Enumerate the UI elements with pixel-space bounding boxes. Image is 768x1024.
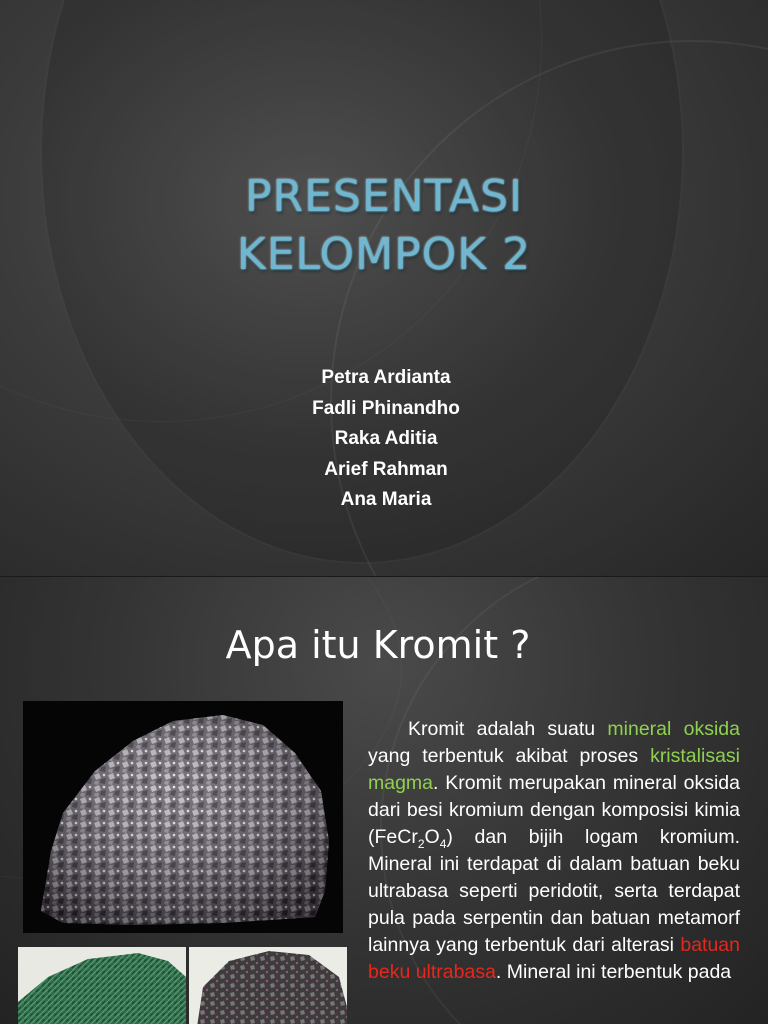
text-run: ) dan bijih logam kromium. Mineral ini terdapat di dalam batuan beku ultrabasa seperti peridotit, serta terdapat pula pada serpentin dan batuan metamorf lainnya yang terbentuk dari alterasi [368,826,740,956]
text-run: O [424,826,440,848]
author-name: Raka Aditia [334,428,438,449]
chromite-sample-photo-green [18,947,186,1024]
subscript: 4 [439,836,447,851]
author-name: Fadli Phinandho [312,397,460,419]
author-name: Ana Maria [340,489,432,510]
link-batuan-beku-ultrabasa[interactable]: batuan beku ultrabasa [368,934,740,983]
chromite-sample-photo-dark [189,947,347,1024]
title-line: KELOMPOK 2 [236,229,532,280]
author-list [0,363,768,516]
text-run: yang terbentuk akibat proses [368,745,651,767]
dark-rock-image [189,947,347,1024]
text-run: Kromit adalah suatu [408,718,608,740]
subscript: 2 [417,836,425,851]
text-run: . Kromit merupakan mineral oksida dari besi kromium dengan komposisi kimia (FeCr [368,772,740,848]
link-mineral-oksida[interactable]: mineral oksida [607,718,740,740]
chromite-photo [23,701,343,933]
link-kristalisasi-magma[interactable]: kristalisasi magma [368,745,740,794]
kromit-description [368,716,740,986]
chromite-rock-image [23,701,343,933]
title-line: PRESENTASI [244,171,524,222]
author-name: Arief Rahman [324,458,448,480]
text-run: . Mineral ini terbentuk pada [495,961,732,983]
content-slide [0,577,768,1024]
slide-heading: Apa itu Kromit ? [225,623,531,667]
slide-title [0,168,768,284]
green-rock-image [18,947,186,1024]
author-name: Petra Ardianta [321,367,451,388]
